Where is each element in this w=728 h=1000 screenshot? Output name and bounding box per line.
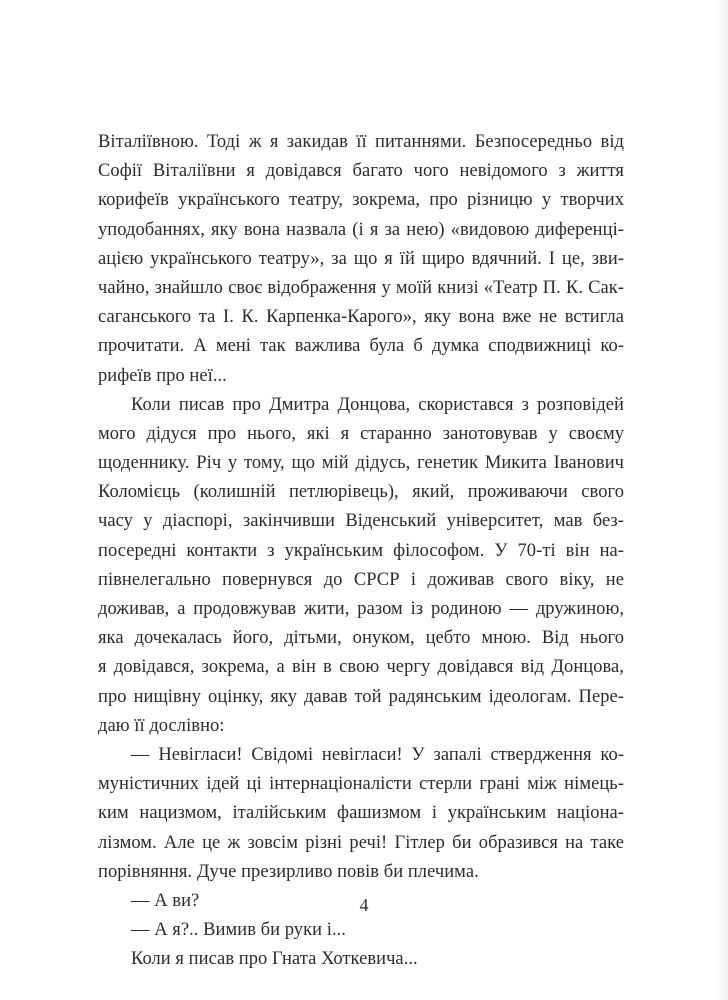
text-line: посередні контакти з українським філософом. У 70-ті він на-: [98, 540, 624, 561]
text-line: щоденнику. Річ у тому, що мій дідусь, генетик Микита Іванович: [98, 453, 624, 474]
text-line: доживав, а продовжував жити, разом із родиною — дружиною,: [98, 599, 624, 619]
text-line: ацією українського театру», за що я їй щиро вдячний. І це, зви-: [98, 248, 624, 269]
text-line: часу у діаспорі, закінчивши Віденський університет, мав без-: [98, 511, 624, 532]
text-line: ким нацизмом, італійським фашизмом і українським націона-: [98, 803, 624, 824]
text-line: уподобаннях, яку вона назвала (і я за нею) «видовою диференці-: [98, 219, 624, 240]
text-line: Віталіївною. Тоді ж я закидав її питаннями. Безпосередньо від: [98, 132, 624, 152]
text-line: муністичних ідей ці інтернаціоналісти стерли грані між німець-: [98, 774, 624, 795]
text-line: прочитати. А мені так важлива була б думка сподвижниці ко-: [98, 336, 624, 357]
page-number: 4: [359, 895, 369, 915]
text-line: мого дідуся про нього, які я старанно занотовував у своєму: [98, 423, 624, 444]
text-line: Коли я писав про Гната Хоткевича...: [131, 949, 418, 970]
text-line: яка дочекалась його, дітьми, онуком, цебто мною. Від нього: [98, 628, 624, 649]
text-line: рифеїв про неї...: [98, 365, 227, 386]
text-line: про нищівну оцінку, яку давав той радянським ідеологам. Пере-: [98, 686, 624, 707]
page-edge-shadow: [714, 0, 728, 1000]
text-line: Коломієць (колишній петлюрівець), який, проживаючи свого: [98, 482, 624, 503]
text-line: корифеїв українського театру, зокрема, про різницю у творчих: [98, 190, 624, 211]
text-line: я довідався, зокрема, а він в свою чергу довідався від Донцова,: [98, 657, 624, 678]
text-line: порівняння. Дуче презирливо повів би плечима.: [98, 861, 479, 882]
text-line: — А я?.. Вимив би руки і...: [131, 920, 346, 941]
text-line: даю її дослівно:: [98, 715, 225, 736]
body-text: [98, 128, 624, 974]
text-line: саганського та І. К. Карпенка-Карого», яку вона вже не встигла: [98, 307, 624, 328]
text-line: Коли писав про Дмитра Донцова, скористався з розповідей: [131, 394, 624, 415]
text-line: Софії Віталіївни я довідався багато чого невідомого з життя: [98, 161, 624, 182]
text-line: чайно, знайшло своє відображення у моїй книзі «Театр П. К. Сак-: [98, 277, 624, 298]
text-line: лізмом. Але це ж зовсім різні речі! Гітлер би образився на таке: [98, 832, 624, 853]
text-line: півнелегально повернувся до СРСР і доживав свого віку, не: [98, 569, 624, 590]
text-line: — Невіглаcи! Свідомі невігласи! У запалі ствердження ко-: [131, 744, 624, 765]
text-line: — А ви?: [131, 890, 200, 911]
